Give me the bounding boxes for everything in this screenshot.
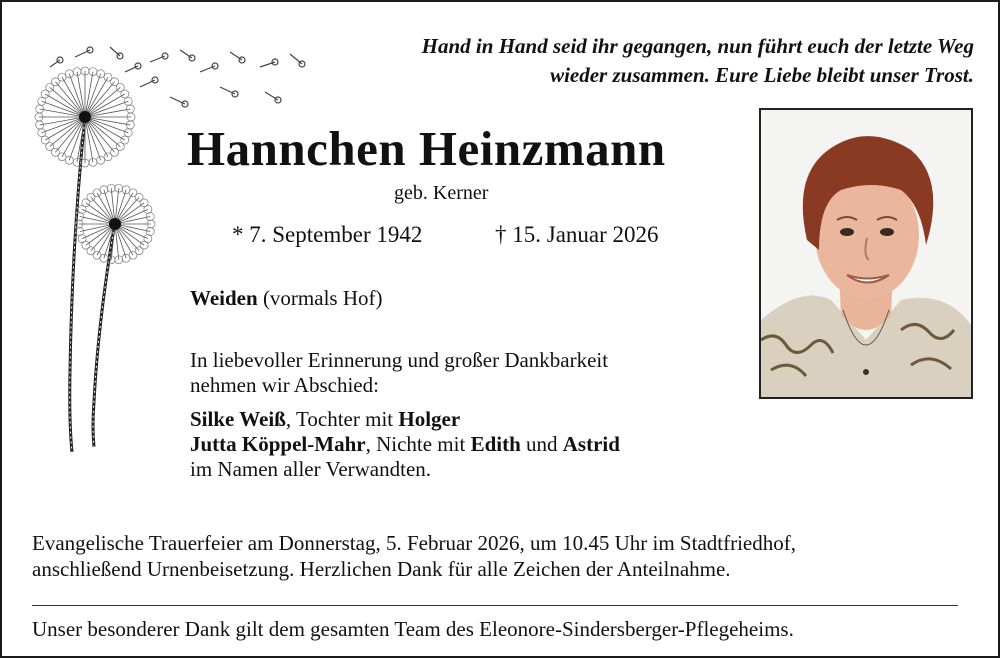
death-date: † 15. Januar 2026 bbox=[495, 222, 659, 247]
deceased-name: Hannchen Heinzmann bbox=[187, 121, 666, 176]
mourner-relation: , Tochter mit bbox=[285, 407, 399, 431]
divider bbox=[32, 605, 958, 606]
birth-date: * 7. September 1942 bbox=[232, 222, 423, 247]
intro-line-2: nehmen wir Abschied: bbox=[190, 373, 379, 397]
mourner-name: Astrid bbox=[562, 432, 620, 456]
portrait-photo bbox=[759, 108, 973, 399]
residence-note: (vormals Hof) bbox=[257, 286, 383, 310]
special-thanks: Unser besonderer Dank gilt dem gesamten Team des Eleonore-Sindersberger-Pflegeheims. bbox=[32, 617, 794, 641]
mourner-name: Jutta Köppel-Mahr bbox=[190, 432, 366, 456]
residence bbox=[190, 286, 383, 311]
mourner-relation: , Nichte mit bbox=[365, 432, 471, 456]
mourner-connector: und bbox=[520, 432, 563, 456]
birth-name: geb. Kerner bbox=[394, 182, 489, 204]
service-line-2: anschließend Urnenbeisetzung. Herzlichen Dank für alle Zeichen der Anteilnahme. bbox=[32, 557, 731, 581]
mourner-name: Silke Weiß bbox=[190, 407, 286, 431]
mourner-row bbox=[190, 407, 620, 432]
mourner-row: im Namen aller Verwandten. bbox=[190, 457, 432, 481]
motto-line-2: wieder zusammen. Eure Liebe bleibt unser Trost. bbox=[550, 63, 974, 87]
mourner-name: Edith bbox=[470, 432, 521, 456]
dandelion-icon bbox=[20, 42, 320, 462]
mourner-name: Holger bbox=[398, 407, 461, 431]
intro-line-1: In liebevoller Erinnerung und großer Dankbarkeit bbox=[190, 348, 609, 372]
farewell-intro bbox=[190, 348, 608, 398]
service-line-1: Evangelische Trauerfeier am Donnerstag, 5. Februar 2026, um 10.45 Uhr im Stadtfriedhof, bbox=[32, 531, 796, 555]
mourner-row bbox=[190, 432, 620, 457]
motto-verse bbox=[422, 32, 974, 90]
motto-line-1: Hand in Hand seid ihr gegangen, nun führt euch der letzte Weg bbox=[421, 34, 974, 58]
funeral-service-notice bbox=[32, 530, 796, 582]
residence-town: Weiden bbox=[190, 286, 258, 310]
mourners-list bbox=[190, 407, 620, 482]
